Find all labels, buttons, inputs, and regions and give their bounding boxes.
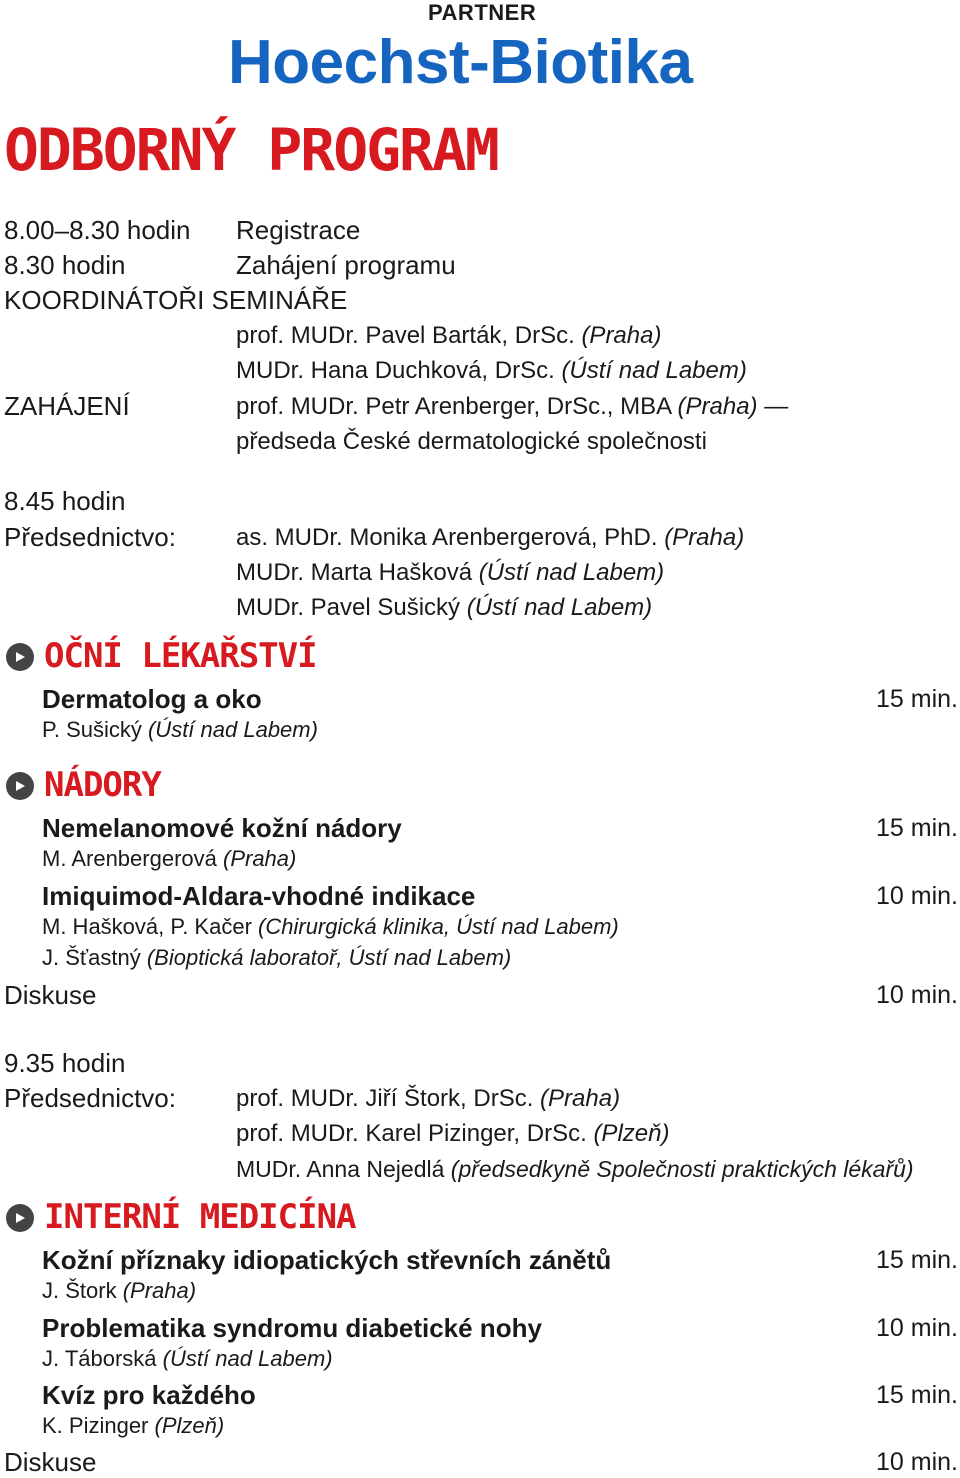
- talk-author: [42, 1277, 196, 1305]
- partner-label: PARTNER: [428, 0, 537, 25]
- section-title-ocni: OČNÍ LÉKAŘSTVÍ: [44, 636, 317, 676]
- talk-author-place: (Ústí nad Labem): [162, 1346, 333, 1371]
- opening-speaker-name: prof. MUDr. Petr Arenberger, DrSc.: [236, 393, 607, 420]
- talk-author: [42, 944, 511, 972]
- talk-author-place: (Plzeň): [154, 1413, 225, 1438]
- discussion-duration: 10 min.: [876, 1448, 958, 1476]
- talk-duration: 15 min.: [876, 1381, 958, 1409]
- talk-title: Imiquimod-Aldara-vhodné indikace: [42, 881, 476, 911]
- play-circle-icon: [6, 1204, 34, 1232]
- talk-author-name: M. Hašková, P. Kačer: [42, 914, 252, 939]
- talk-title: Problematika syndromu diabetické nohy: [42, 1313, 542, 1343]
- talk-duration: 10 min.: [876, 1314, 958, 1342]
- block1-chair-1-name: as. MUDr. Monika Arenbergerová, PhD.: [236, 524, 658, 551]
- block2-chair-3: [236, 1154, 914, 1184]
- talk-author-name: J. Šťastný: [42, 945, 141, 970]
- block1-chair-3-name: MUDr. Pavel Sušický: [236, 594, 461, 621]
- block2-chair-1-place: (Praha): [540, 1085, 621, 1112]
- opening-time: 8.30 hodin: [4, 250, 126, 280]
- talk-author: [42, 1345, 333, 1373]
- talk-duration: 10 min.: [876, 882, 958, 910]
- talk-duration: 15 min.: [876, 1246, 958, 1274]
- block2-chair-1-name: prof. MUDr. Jiří Štork, DrSc.: [236, 1085, 534, 1112]
- talk-author: [42, 716, 318, 744]
- section-title-nadory: NÁDORY: [44, 765, 161, 805]
- opening-program-label: Zahájení programu: [236, 250, 456, 280]
- block2-chair-label: Předsednictvo:: [4, 1083, 176, 1113]
- block2-chair-2: [236, 1119, 669, 1149]
- talk-author-name: P. Sušický: [42, 717, 142, 742]
- coordinator-2: [236, 356, 747, 386]
- opening-speaker-dash: —: [757, 393, 789, 420]
- coordinator-1-name: prof. MUDr. Pavel Barták, DrSc.: [236, 322, 575, 349]
- talk-author: [42, 845, 296, 873]
- play-circle-icon: [6, 772, 34, 800]
- discussion-label: Diskuse: [4, 980, 97, 1010]
- coordinator-2-name: MUDr. Hana Duchková, DrSc.: [236, 357, 555, 384]
- partner-name: Hoechst-Biotika: [228, 28, 693, 97]
- talk-author: [42, 1412, 224, 1440]
- discussion-duration: 10 min.: [876, 981, 958, 1009]
- talk-author-place: (Bioptická laboratoř, Ústí nad Labem): [146, 945, 512, 970]
- block1-chair-2: [236, 558, 664, 588]
- block1-chair-2-place: (Ústí nad Labem): [478, 559, 665, 586]
- talk-title: Kvíz pro každého: [42, 1380, 256, 1410]
- block2-time: 9.35 hodin: [4, 1048, 126, 1078]
- talk-author-place: (Ústí nad Labem): [147, 717, 318, 742]
- opening-speaker-place: (Praha): [677, 393, 758, 420]
- coordinators-heading: KOORDINÁTOŘI SEMINÁŘE: [4, 285, 348, 315]
- program-title: ODBORNÝ PROGRAM: [4, 116, 498, 184]
- talk-duration: 15 min.: [876, 685, 958, 713]
- talk-author-name: K. Pizinger: [42, 1413, 149, 1438]
- block1-chair-2-name: MUDr. Marta Hašková: [236, 559, 473, 586]
- opening-speaker: [236, 392, 788, 422]
- block2-chair-3-name: MUDr. Anna Nejedlá: [236, 1156, 445, 1182]
- block1-chair-1-place: (Praha): [664, 524, 745, 551]
- block2-chair-2-name: prof. MUDr. Karel Pizinger, DrSc.: [236, 1120, 587, 1147]
- registration-label: Registrace: [236, 215, 361, 245]
- talk-author-place: (Praha): [223, 846, 297, 871]
- block2-chair-2-place: (Plzeň): [593, 1120, 670, 1147]
- block1-chair-1: [236, 523, 744, 553]
- talk-title: Kožní příznaky idiopatických střevních zánětů: [42, 1245, 612, 1275]
- talk-author-place: (Praha): [122, 1278, 197, 1303]
- talk-author-place: (Chirurgická klinika, Ústí nad Labem): [258, 914, 619, 939]
- talk-author: [42, 913, 619, 941]
- talk-title: Nemelanomové kožní nádory: [42, 813, 402, 843]
- block2-chair-3-place: (předsedkyně Společnosti praktických lékařů): [450, 1156, 914, 1182]
- block1-chair-3-place: (Ústí nad Labem): [466, 594, 653, 621]
- play-circle-icon: [6, 643, 34, 671]
- talk-duration: 15 min.: [876, 814, 958, 842]
- talk-author-name: M. Arenbergerová: [42, 846, 217, 871]
- block1-time: 8.45 hodin: [4, 486, 126, 516]
- discussion-label: Diskuse: [4, 1447, 97, 1477]
- section-title-interni: INTERNÍ MEDICÍNA: [44, 1197, 356, 1237]
- talk-author-name: J. Štork: [42, 1278, 117, 1303]
- block2-chair-1: [236, 1084, 620, 1114]
- coordinator-1: [236, 321, 661, 351]
- block1-chair-label: Předsednictvo:: [4, 522, 176, 552]
- registration-time: 8.00–8.30 hodin: [4, 215, 191, 245]
- talk-title: Dermatolog a oko: [42, 684, 262, 714]
- coordinator-1-place: (Praha): [581, 322, 662, 349]
- opening-heading: ZAHÁJENÍ: [4, 391, 130, 421]
- block1-chair-3: [236, 593, 652, 623]
- talk-author-name: J. Táborská: [42, 1346, 157, 1371]
- opening-speaker-mba: , MBA: [606, 393, 671, 420]
- opening-speaker-role: předseda České dermatologické společnosti: [236, 428, 707, 455]
- coordinator-2-place: (Ústí nad Labem): [561, 357, 747, 384]
